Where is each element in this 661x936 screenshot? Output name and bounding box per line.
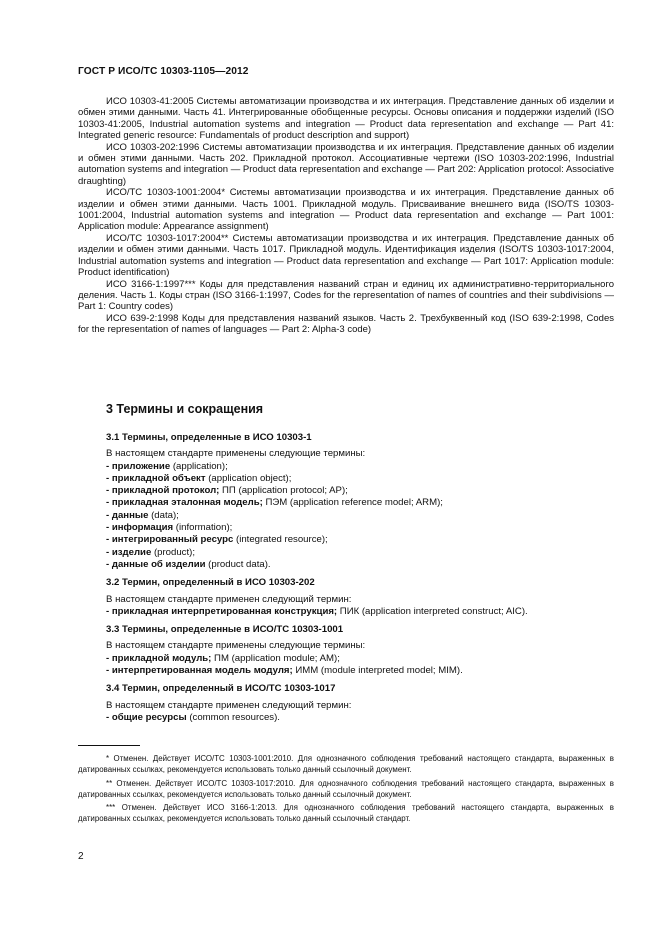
term-name: - прикладная эталонная модель; xyxy=(106,497,263,509)
term-definition: ПМ (application module; AM); xyxy=(211,652,340,664)
term-name: - прикладная интерпретированная конструкция; xyxy=(106,605,338,617)
reference-entry: ИСО/ТС 10303-1001:2004* Системы автоматизации производства и их интеграция. Представление данных об изделии и обмен этими данными. Часть 1001. Прикладной модуль. Присваивание внешнего вида (ISO/TS 10303-1001:2004, Industrial automation systems and integration — Product data representation and exchange — Part 1001: Application module: Appearance assignment) xyxy=(78,187,614,233)
term-definition: (application); xyxy=(170,460,228,472)
term-item xyxy=(106,522,614,534)
term-definition: (data); xyxy=(148,509,179,521)
reference-entry: ИСО 10303-41:2005 Системы автоматизации производства и их интеграция. Представление данных об изделии и обмен этими данными. Часть 41. Интегрированные обобщенные ресурсы. Основы описания и поддержки изделий (ISO 10303-41:2005, Industrial automation systems and integration — Product data representation and exchange — Part 41: Integrated generic resource: Fundamentals of product description and support) xyxy=(78,96,614,142)
subsection-title: 3.3 Термины, определенные в ИСО/ТС 10303-1001 xyxy=(106,624,344,636)
terms-section xyxy=(106,432,614,724)
term-name: - интерпретированная модель модуля; xyxy=(106,665,293,677)
term-definition: ПП (application protocol; AP); xyxy=(219,485,348,497)
reference-entry: ИСО/ТС 10303-1017:2004** Системы автоматизации производства и их интеграция. Представление данных об изделии и обмен этими данными. Часть 1017. Прикладной модуль. Идентификация изделия (ISO/TS 10303-1017:2004, Industrial automation systems and integration — Product data representation and exchange — Part 1017: Application module: Product identification) xyxy=(78,232,614,279)
term-item xyxy=(106,606,614,618)
subsection-intro: В настоящем стандарте применен следующий термин: xyxy=(106,593,352,605)
term-definition: (common resources). xyxy=(186,711,280,723)
term-definition: ИММ (module interpreted model; MIM). xyxy=(292,665,463,677)
term-item xyxy=(106,534,614,546)
term-item xyxy=(106,653,614,665)
subsection-title: 3.1 Термины, определенные в ИСО 10303-1 xyxy=(106,432,312,443)
term-name: - прикладной объект xyxy=(106,472,206,484)
term-definition: (integrated resource); xyxy=(233,534,328,546)
term-definition: (information); xyxy=(173,522,233,534)
term-item xyxy=(106,497,614,509)
subsection-intro: В настоящем стандарте применен следующий термин: xyxy=(106,699,352,711)
page-number: 2 xyxy=(78,851,84,862)
term-definition: ПЭМ (application reference model; ARM); xyxy=(262,497,443,509)
footnotes xyxy=(78,753,614,827)
term-item xyxy=(106,665,614,677)
normative-references xyxy=(78,96,614,336)
term-name: - интегрированный ресурс xyxy=(106,534,234,546)
term-item xyxy=(106,473,614,485)
term-item xyxy=(106,485,614,497)
term-definition: (product); xyxy=(151,546,196,558)
term-item xyxy=(106,547,614,559)
term-item xyxy=(106,510,614,522)
term-name: - приложение xyxy=(106,460,171,472)
reference-entry: ИСО 3166-1:1997*** Коды для представления названий стран и единиц их административно-территориального деления. Часть 1. Коды стран (ISO 3166-1:1997, Codes for the representation of names of countries and their subdivisions — Part 1: Country codes) xyxy=(78,278,614,313)
term-name: - общие ресурсы xyxy=(106,711,187,723)
reference-entry: ИСО 639-2:1998 Коды для представления названий языков. Часть 2. Трехбуквенный код (ISO 639-2:1998, Codes for the representation of names of languages — Part 2: Alpha-3 code) xyxy=(78,312,614,336)
term-name: - прикладной модуль; xyxy=(106,652,212,664)
term-name: - информация xyxy=(106,522,174,534)
term-definition: (product data). xyxy=(205,558,271,570)
term-name: - изделие xyxy=(106,546,152,558)
term-item xyxy=(106,712,614,724)
footnote-divider xyxy=(78,745,140,746)
subsection-title: 3.4 Термин, определенный в ИСО/ТС 10303-1017 xyxy=(106,683,336,695)
reference-entry: ИСО 10303-202:1996 Системы автоматизации производства и их интеграция. Представление данных об изделии и обмен этими данными. Часть 202. Прикладной протокол. Ассоциативные чертежи (ISO 10303-202:1996, Industrial automation systems and integration — Product data representation and exchange — Part 202: Application protocol: Associative draughting) xyxy=(78,141,614,187)
term-name: - данные xyxy=(106,509,149,521)
subsection-intro: В настоящем стандарте применены следующие термины: xyxy=(106,448,366,460)
footnote: * Отменен. Действует ИСО/ТС 10303-1001:2010. Для однозначного соблюдения требований настоящего стандарта, выраженных в датированных ссылках, рекомендуется использовать только данный ссылочный документ. xyxy=(78,754,614,775)
subsection-title: 3.2 Термин, определенный в ИСО 10303-202 xyxy=(106,577,315,589)
section-title: 3 Термины и сокращения xyxy=(106,402,264,416)
term-name: - данные об изделии xyxy=(106,558,206,570)
footnote: *** Отменен. Действует ИСО 3166-1:2013. Для однозначного соблюдения требований настоящего стандарта, выраженных в датированных ссылках, рекомендуется использовать только данный ссылочный стандарт. xyxy=(78,803,614,824)
subsection-intro: В настоящем стандарте применены следующие термины: xyxy=(106,640,366,652)
term-item xyxy=(106,559,614,571)
footnote: ** Отменен. Действует ИСО/ТС 10303-1017:2010. Для однозначного соблюдения требований настоящего стандарта, выраженных в датированных ссылках, рекомендуется использовать только данный ссылочный документ. xyxy=(78,778,614,799)
document-header: ГОСТ Р ИСО/ТС 10303-1105—2012 xyxy=(78,66,249,77)
term-definition: ПИК (application interpreted construct; AIC). xyxy=(337,605,528,617)
term-definition: (application object); xyxy=(205,472,292,484)
term-item xyxy=(106,461,614,473)
term-name: - прикладной протокол; xyxy=(106,485,220,497)
